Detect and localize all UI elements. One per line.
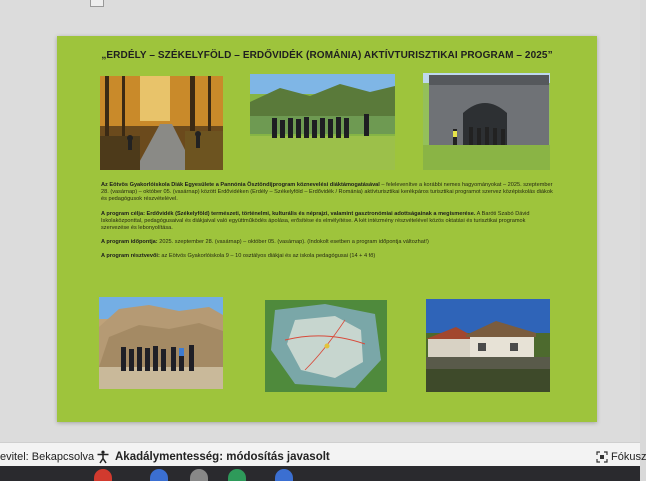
paragraph-dates: A program időpontja: 2025. szeptember 28. (vasárnap) – október 05. (vasárnap). (Indokolt esetben a program időpontja változhat!) <box>101 239 429 246</box>
photo-forest-road <box>100 76 223 170</box>
taskbar-app-icon[interactable] <box>94 469 112 481</box>
photo-rock-cliff <box>99 297 223 389</box>
focus-mode-label: Fókusz <box>611 451 646 463</box>
accessibility-icon <box>96 450 110 464</box>
photo-region-map <box>265 300 387 392</box>
taskbar-app-icon[interactable] <box>275 469 293 481</box>
paragraph-intro: Az Eötvös Gyakorlóiskola Diák Egyesülete a Pannónia Ösztöndíjprogram köznevelési diáktámogatásával – felelevenítve a korábbi nemes hagyományokat – 2025. szeptember 28. (vasárnap) – október 05. (vasárnap) között Erdővidéken (Erdély – Székelyföld – Erdővidék / Románia) aktívturisztikai kerékpáros turisztikai programot szervez középiskolás diákok és pedagógusok részvételével. <box>101 182 553 203</box>
slide-title: „ERDÉLY – SZÉKELYFÖLD – ERDŐVIDÉK (ROMÁNIA) AKTÍVTURISZTIKAI PROGRAM – 2025” <box>101 50 553 61</box>
slide-page[interactable] <box>57 36 597 422</box>
focus-mode-button[interactable] <box>596 451 646 463</box>
paragraph-participants: A program résztvevői: az Eötvös Gyakorlóiskola 9 – 10 osztályos diákjai és az iskola pedagógusai (14 + 4 fő) <box>101 253 376 260</box>
slide-body-text <box>101 182 555 268</box>
accessibility-status-button[interactable] <box>96 450 330 464</box>
photo-stone-building <box>423 73 550 170</box>
status-language-text[interactable]: evitel: Bekapcsolva <box>0 451 95 463</box>
taskbar-app-icon[interactable] <box>150 469 168 481</box>
photo-village-houses <box>426 299 550 392</box>
taskbar-app-icon[interactable] <box>190 469 208 481</box>
paragraph-goal: A program célja: Erdővidék (Székelyföld) természeti, történelmi, kulturális és néprajzi, valamint gasztronómiai adottságainak a megismerése. A Baróti Szabó Dávid Iskolaközponttal, pedagógusaival és diákjaival való együttműködés ápolása, erősítése és elmélyítése. A két intézmény részvételével közös oktatási és turisztikai programok szervezése és lebonyolítása. <box>101 210 530 232</box>
status-bar <box>0 442 646 467</box>
photo-group-lake <box>250 74 395 170</box>
taskbar <box>0 466 640 481</box>
focus-icon <box>596 451 608 463</box>
taskbar-app-icon[interactable] <box>228 469 246 481</box>
page-edge <box>90 0 104 7</box>
accessibility-status-label: Akadálymentesség: módosítás javasolt <box>115 451 330 463</box>
